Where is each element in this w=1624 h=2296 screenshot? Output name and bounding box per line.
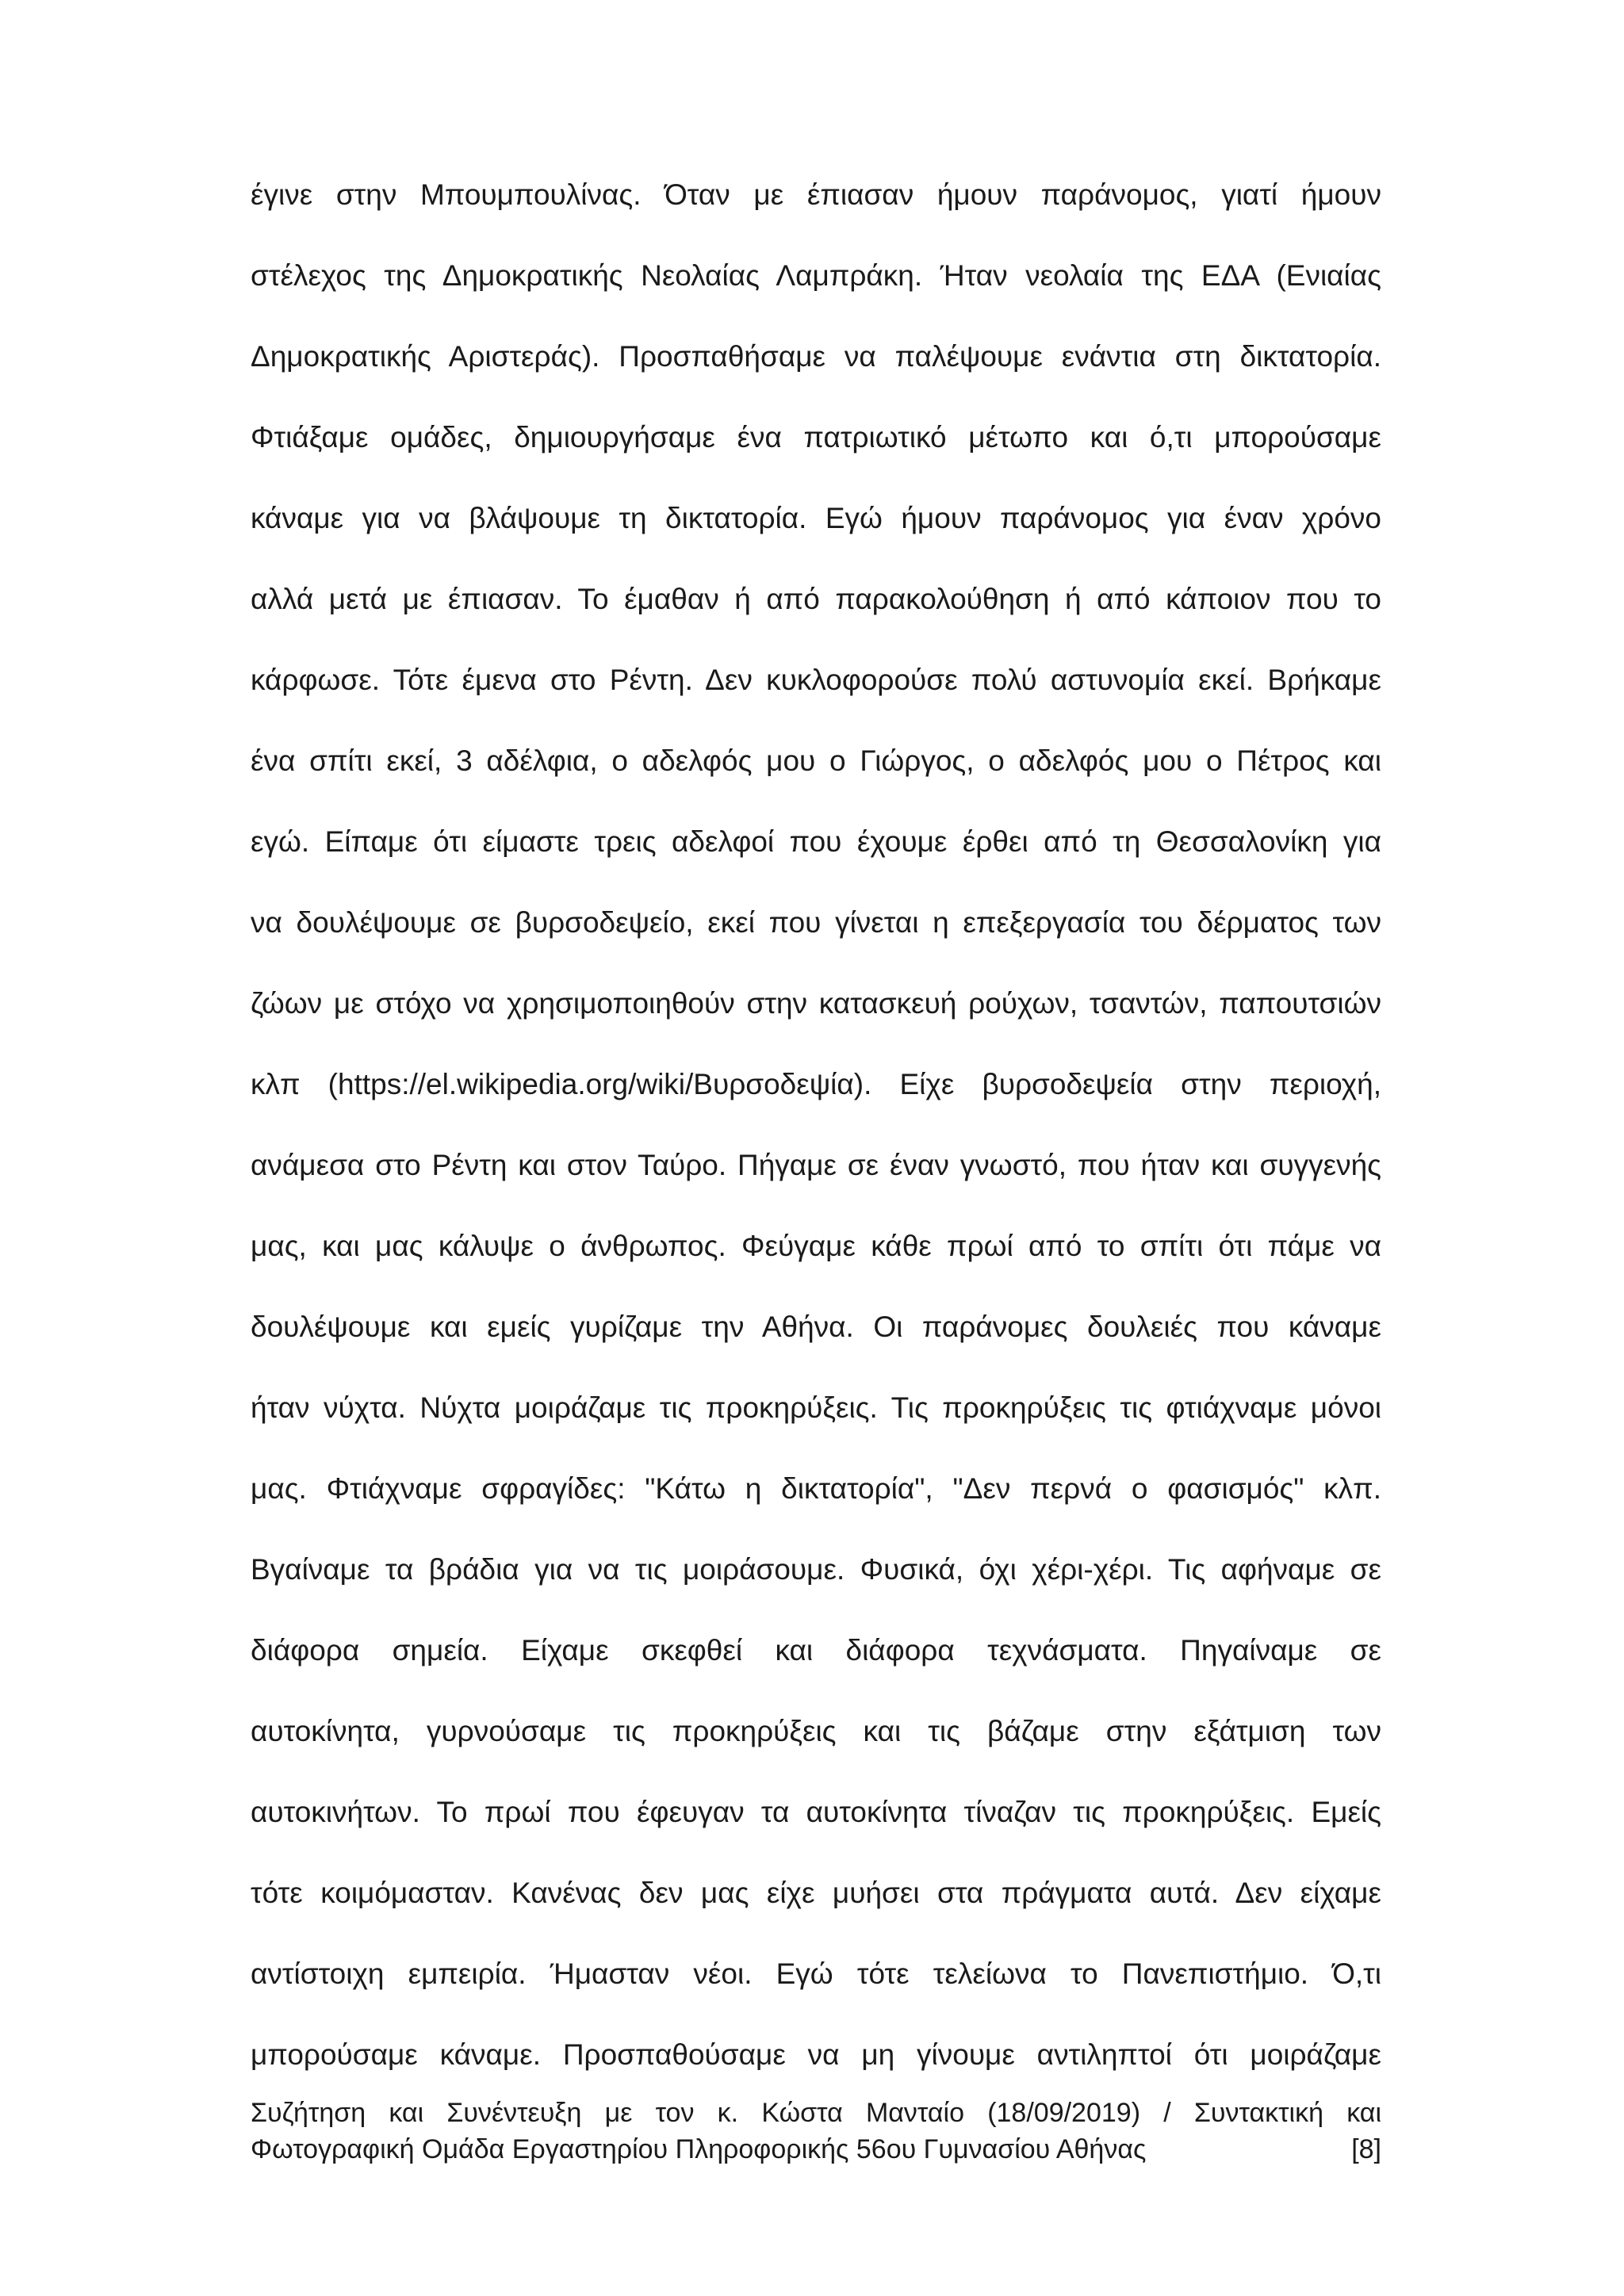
text-line: ζώων με στόχο να χρησιμοποιηθούν στην κατασκευή ρούχων, τσαντών, παπουτσιών <box>251 987 1381 1020</box>
text-line: αυτοκίνητα, γυρνούσαμε τις προκηρύξεις και τις βάζαμε στην εξάτμιση των <box>251 1715 1381 1747</box>
text-line: κάναμε για να βλάψουμε τη δικτατορία. Εγώ ήμουν παράνομος για έναν χρόνο <box>251 502 1381 534</box>
text-line: διάφορα σημεία. Είχαμε σκεφθεί και διάφορα τεχνάσματα. Πηγαίναμε σε <box>251 1634 1381 1667</box>
page-footer <box>251 2095 1381 2168</box>
text-line: στέλεχος της Δημοκρατικής Νεολαίας Λαμπράκη. Ήταν νεολαία της ΕΔΑ (Ενιαίας <box>251 259 1381 292</box>
text-line: Δημοκρατικής Αριστεράς). Προσπαθήσαμε να παλέψουμε ενάντια στη δικτατορία. <box>251 340 1381 373</box>
text-line: κλπ (https://el.wikipedia.org/wiki/Βυρσοδεψία). Είχε βυρσοδεψεία στην περιοχή, <box>251 1068 1381 1100</box>
footer-credit-line-2: Φωτογραφική Ομάδα Εργαστηρίου Πληροφορικής 56ου Γυμνασίου Αθήνας <box>251 2134 1147 2164</box>
footer-credit-row-2 <box>251 2131 1381 2168</box>
text-line: εγώ. Είπαμε ότι είμαστε τρεις αδελφοί που έχουμε έρθει από τη Θεσσαλονίκη για <box>251 825 1381 858</box>
text-line: έγινε στην Μπουμπουλίνας. Όταν με έπιασαν ήμουν παράνομος, γιατί ήμουν <box>251 178 1381 211</box>
text-line: ένα σπίτι εκεί, 3 αδέλφια, ο αδελφός μου ο Γιώργος, ο αδελφός μου ο Πέτρος και <box>251 744 1381 777</box>
text-line: μπορούσαμε κάναμε. Προσπαθούσαμε να μη γίνουμε αντιληπτοί ότι μοιράζαμε <box>251 2038 1381 2071</box>
page-number: [8] <box>1351 2134 1381 2164</box>
text-line: αλλά μετά με έπιασαν. Το έμαθαν ή από παρακολούθηση ή από κάποιον που το <box>251 583 1381 615</box>
text-line: Βγαίναμε τα βράδια για να τις μοιράσουμε. Φυσικά, όχι χέρι-χέρι. Τις αφήναμε σε <box>251 1553 1381 1586</box>
text-line: αντίστοιχη εμπειρία. Ήμασταν νέοι. Εγώ τότε τελείωνα το Πανεπιστήμιο. Ό,τι <box>251 1957 1381 1990</box>
text-line: δουλέψουμε και εμείς γυρίζαμε την Αθήνα. Οι παράνομες δουλειές που κάναμε <box>251 1311 1381 1343</box>
text-line: αυτοκινήτων. Το πρωί που έφευγαν τα αυτοκίνητα τίναζαν τις προκηρύξεις. Εμείς <box>251 1796 1381 1828</box>
text-line: μας. Φτιάχναμε σφραγίδες: "Κάτω η δικτατορία", "Δεν περνά ο φασισμός" κλπ. <box>251 1472 1381 1505</box>
footer-credit-line-1: Συζήτηση και Συνέντευξη με τον κ. Κώστα Μανταίο (18/09/2019) / Συντακτική και <box>251 2098 1381 2128</box>
text-line: ανάμεσα στο Ρέντη και στον Ταύρο. Πήγαμε σε έναν γνωστό, που ήταν και συγγενής <box>251 1149 1381 1181</box>
text-line: τότε κοιμόμασταν. Κανένας δεν μας είχε μυήσει στα πράγματα αυτά. Δεν είχαμε <box>251 1877 1381 1909</box>
text-line: Φτιάξαμε ομάδες, δημιουργήσαμε ένα πατριωτικό μέτωπο και ό,τι μπορούσαμε <box>251 421 1381 453</box>
text-line: κάρφωσε. Τότε έμενα στο Ρέντη. Δεν κυκλοφορούσε πολύ αστυνομία εκεί. Βρήκαμε <box>251 664 1381 696</box>
text-line: ήταν νύχτα. Νύχτα μοιράζαμε τις προκηρύξεις. Τις προκηρύξεις τις φτιάχναμε μόνοι <box>251 1391 1381 1424</box>
text-line: να δουλέψουμε σε βυρσοδεψείο, εκεί που γίνεται η επεξεργασία του δέρματος των <box>251 906 1381 939</box>
text-line: μας, και μας κάλυψε ο άνθρωπος. Φεύγαμε κάθε πρωί από το σπίτι ότι πάμε να <box>251 1230 1381 1262</box>
body-text <box>251 168 1381 2109</box>
